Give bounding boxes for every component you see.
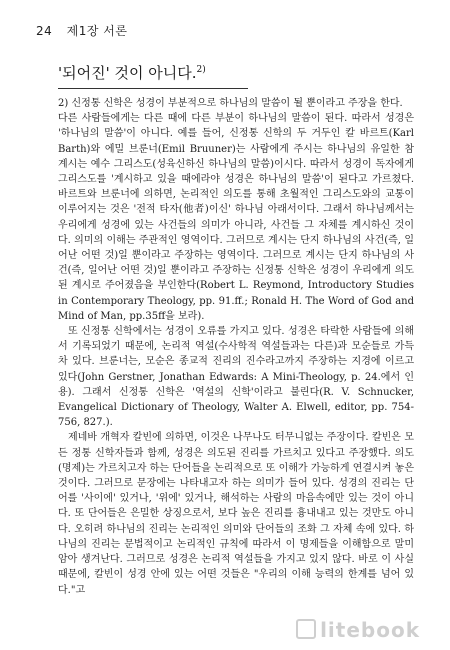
section-title-text: '되어진' 것이 아니다. [58,64,197,82]
paragraph: 또 신정통 신학에서는 성경이 오류를 가지고 있다. 성경은 타락한 사람들에 의해서 기록되었기 때문에, 논리적 역설(수사학적 역설들과는 다른)과 모순들로 가득 차 있다. 브룬너는, 모순은 종교적 진리의 진수라고까지 주장하는 지경에 이르고 있다(John Gerstner, Jonathan Edwards: A Mini-Theology, p. 24.에서 인용). 그래서 신정통 신학은 '역설의 신학'이라고 불린다(R. V. Schnucker, Evangelical Dictionary of Theology, Walter A. Elwell, editor, pp. 754-756, 827.). [58,326,414,429]
running-header [36,22,127,39]
footnote-divider [58,88,248,89]
footnote-body [58,96,414,598]
watermark-logo [296,618,420,642]
book-icon [296,619,316,639]
section-title [58,62,206,83]
paragraph: 다른 사람들에게는 다른 때에 다른 부분이 하나님의 말씀이 된다. 따라서 성경은 '하나님의 말씀'이 아니다. 예를 들어, 신정통 신학의 두 거두인 칼 바르트(Karl Barth)와 에밀 브룬너(Emil Bruuner)는 사람에게 주시는 하나님의 유일한 참 계시는 예수 그리스도(성육신하신 하나님의 말씀)이시다. 따라서 성경이 독자에게 그리스도를 '계시하고 있을 때에라야 성경은 하나님의 말씀'이 된다고 가르쳤다. 바르트와 브룬너에 의하면, 논리적인 의도를 통해 초월적인 그리스도와의 교통이 이루어지는 것은 '전적 타자(他者)이신' 하나님 아래서이다. 그래서 하나님께서는 우리에게 성경에 있는 사건들의 의미가 아니라, 사건들 그 자체를 계시하신 것이다. 의미의 이해는 주관적인 영역이다. 그러므로 계시는 단지 하나님의 사건(즉, 일어난 어떤 것)일 뿐이라고 주장하는 영역이다. 그러므로 계시는 단지 하나님의 사건(즉, 일어난 어떤 것)일 뿐이라고 주장하는 신정통 신학은 성경이 우리에게 의도된 계시로 주어졌음을 부인한다(Robert L. Reymond, Introductory Studies in Contemporary Theology, pp. 91.ff.; Ronald H. The Word of God and Mind of Man, pp.35ff을 보라). [58,113,414,322]
chapter-title: 제1장 서론 [66,24,128,38]
watermark-text: litebook [320,618,420,642]
paragraph: 제네바 개혁자 칼빈에 의하면, 이것은 나무나도 터무니없는 주장이다. 칼빈은 모든 정통 신학자들과 함께, 성경은 의도된 진리를 가르치고 있다고 주장했다. 의도(명제)는 가르치고자 하는 단어들을 논리적으로 또 이해가 가능하게 연결시켜 놓은 것이다. 그러므로 문장에는 나타내고자 하는 의미가 들어 있다. 성경의 진리는 단어를 '사이에' 있거나, '위에' 있거나, 해석하는 사람의 마음속에만 있는 것이 아니다. 또 단어들은 은밀한 상징으로서, 보다 높은 진리를 흉내내고 있는 것만도 아니다. 오히려 하나님의 진리는 논리적인 의미와 단어들의 조화 그 자체 속에 있다. 하나님의 진리는 문법적이고 논리적인 규칙에 따라서 이 명제들을 이해함으로 말미암아 생겨난다. 그러므로 성경은 논리적 역설들을 가지고 있지 않다. 바로 이 사실 때문에, 칼빈이 성경 안에 있는 어떤 것들은 "우리의 이해 능력의 한계를 넘어 있다."고 [58,432,414,596]
footnote-mark: 2) [196,65,206,75]
footnote-heading: 2) 신정통 신학은 성경이 부분적으로 하나님의 말씀이 될 뿐이라고 주장을 한다. [58,98,403,109]
page-number: 24 [36,24,53,38]
